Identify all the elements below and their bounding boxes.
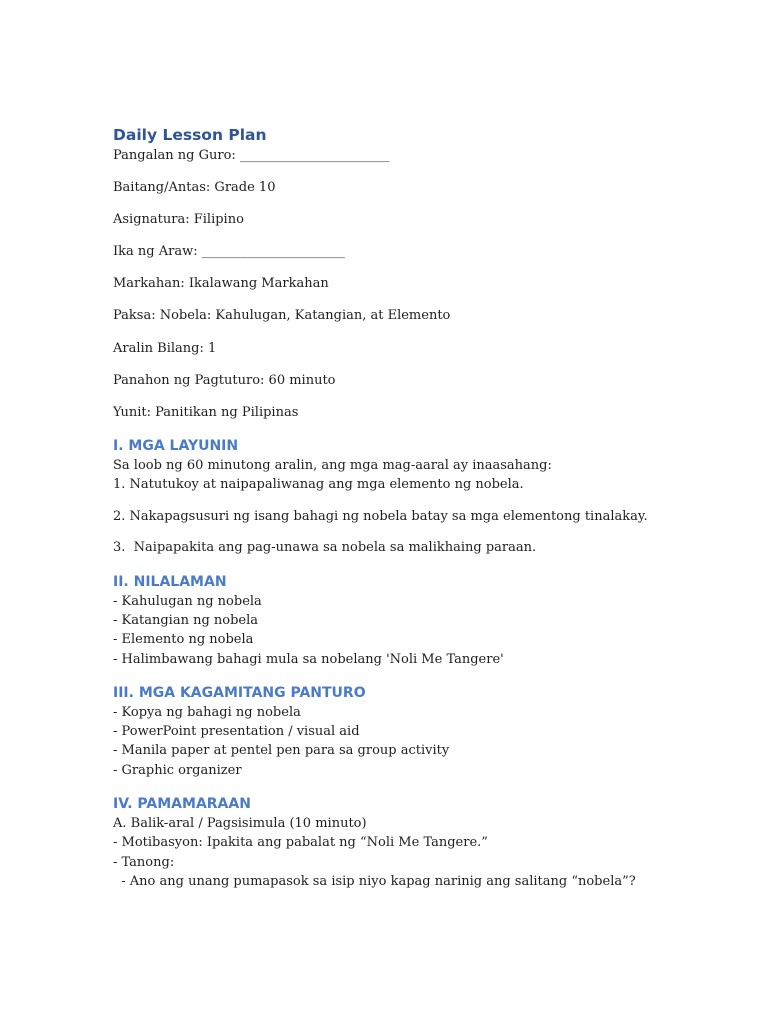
document-title: Daily Lesson Plan <box>113 126 267 144</box>
list-item: - Katangian ng nobela <box>113 612 259 628</box>
topic-field: Paksa: Nobela: Kahulugan, Katangian, at Elemento <box>113 308 451 324</box>
list-item: - Graphic organizer <box>113 762 242 778</box>
list-item: - Elemento ng nobela <box>113 632 254 648</box>
subject-field: Asignatura: Filipino <box>113 212 244 228</box>
list-item: 2. Nakapagsusuri ng isang bahagi ng nobela batay sa mga elementong tinalakay. <box>113 508 648 524</box>
procedure-line: - Tanong: <box>113 854 175 870</box>
section-heading: II. NILALAMAN <box>113 573 227 590</box>
section-heading: IV. PAMAMARAAN <box>113 795 251 812</box>
list-item: - Kahulugan ng nobela <box>113 593 262 609</box>
section-layunin <box>113 436 703 558</box>
list-item: - PowerPoint presentation / visual aid <box>113 724 360 740</box>
list-item: 3. Naipapakita ang pag-unawa sa nobela sa malikhaing paraan. <box>113 540 537 556</box>
procedure-line: - Ano ang unang pumapasok sa isip niyo kapag narinig ang salitang “nobela”? <box>113 873 636 889</box>
section-kagamitan <box>113 683 703 780</box>
list-item: - Halimbawang bahagi mula sa nobelang 'Noli Me Tangere' <box>113 651 504 667</box>
grade-level-field: Baitang/Antas: Grade 10 <box>113 180 276 196</box>
section-nilalaman <box>113 572 703 669</box>
list-item: - Kopya ng bahagi ng nobela <box>113 704 301 720</box>
lesson-number-field: Aralin Bilang: 1 <box>113 340 217 356</box>
day-field: Ika ng Araw: ______________________ <box>113 244 345 260</box>
header-fields <box>113 146 703 422</box>
unit-field: Yunit: Panitikan ng Pilipinas <box>113 404 299 420</box>
lesson-plan-document <box>113 124 703 891</box>
duration-field: Panahon ng Pagtuturo: 60 minuto <box>113 372 336 388</box>
teacher-name-field: Pangalan ng Guro: _______________________ <box>113 148 390 163</box>
quarter-field: Markahan: Ikalawang Markahan <box>113 276 329 292</box>
list-item: 1. Natutukoy at naipapaliwanag ang mga elemento ng nobela. <box>113 477 524 493</box>
procedure-line: A. Balik-aral / Pagsisimula (10 minuto) <box>113 815 367 831</box>
section-heading: III. MGA KAGAMITANG PANTURO <box>113 684 366 701</box>
procedure-line: - Motibasyon: Ipakita ang pabalat ng “Noli Me Tangere.” <box>113 835 488 851</box>
section-pamamaraan <box>113 794 703 891</box>
objectives-intro: Sa loob ng 60 minutong aralin, ang mga mag-aaral ay inaasahang: <box>113 458 552 474</box>
section-heading: I. MGA LAYUNIN <box>113 438 239 455</box>
list-item: - Manila paper at pentel pen para sa group activity <box>113 743 450 759</box>
